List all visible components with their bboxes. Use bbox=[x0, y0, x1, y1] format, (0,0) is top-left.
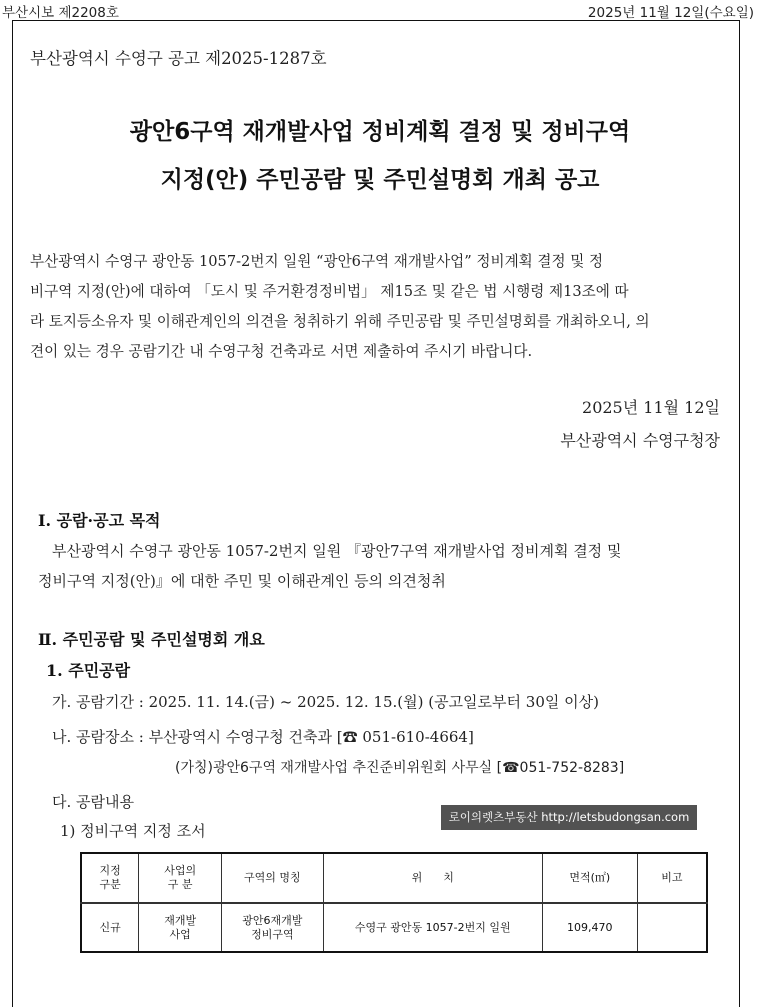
table-cell: 재개발 사업 bbox=[139, 903, 222, 952]
district-designation-label: 1) 정비구역 지정 조서 bbox=[60, 822, 206, 840]
notice-date: 2025년 11월 12일 bbox=[582, 398, 720, 417]
section-2-heading: Ⅱ. 주민공람 및 주민설명회 개요 bbox=[38, 630, 265, 649]
notice-number: 부산광역시 수영구 공고 제2025-1287호 bbox=[30, 49, 327, 68]
table-header-cell: 지정 구분 bbox=[81, 853, 139, 903]
title-line-2: 지정(안) 주민공람 및 주민설명회 개최 공고 bbox=[160, 167, 600, 193]
gazette-issue: 부산시보 제2208호 bbox=[2, 5, 119, 21]
table-header-cell: 사업의 구 분 bbox=[139, 853, 222, 903]
table-header-cell: 면적(㎡) bbox=[542, 853, 637, 903]
district-table bbox=[80, 852, 708, 953]
table-cell: 109,470 bbox=[542, 903, 637, 952]
table-cell bbox=[637, 903, 707, 952]
table-header-cell: 구역의 명칭 bbox=[222, 853, 324, 903]
watermark-banner: 로이의렛츠부동산 http://letsbudongsan.com bbox=[441, 805, 697, 830]
table-header-row bbox=[81, 853, 707, 903]
body-line: 부산광역시 수영구 광안동 1057-2번지 일원 “광안6구역 재개발사업” 정비계획 결정 및 정 bbox=[30, 253, 604, 270]
viewing-place: 나. 공람장소 : 부산광역시 수영구청 건축과 [☎ 051-610-4664] bbox=[52, 728, 474, 746]
notice-issuer: 부산광역시 수영구청장 bbox=[560, 431, 720, 450]
table-header-cell: 위 치 bbox=[323, 853, 542, 903]
notice-body bbox=[30, 247, 735, 367]
title-line-1: 광안6구역 재개발사업 정비계획 결정 및 정비구역 bbox=[129, 119, 631, 145]
section-1-heading: Ⅰ. 공람·공고 목적 bbox=[38, 511, 161, 530]
section-1-line-2: 정비구역 지정(안)』에 대한 주민 및 이해관계인 등의 의견청취 bbox=[38, 572, 446, 590]
viewing-place-2: (가칭)광안6구역 재개발사업 추진준비위원회 사무실 [☎051-752-8283] bbox=[175, 760, 625, 776]
table-cell: 신규 bbox=[81, 903, 139, 952]
gazette-date: 2025년 11월 12일(수요일) bbox=[587, 5, 754, 21]
gazette-header bbox=[0, 0, 760, 20]
body-line: 견이 있는 경우 공람기간 내 수영구청 건축과로 서면 제출하여 주시기 바랍니다. bbox=[30, 343, 533, 360]
body-line: 비구역 지정(안)에 대하여 「도시 및 주거환경정비법」 제15조 및 같은 법 시행령 제13조에 따 bbox=[30, 283, 629, 300]
table-cell: 광안6재개발 정비구역 bbox=[222, 903, 324, 952]
section-2-sub-1: 1. 주민공람 bbox=[46, 661, 131, 680]
section-1-line-1: 부산광역시 수영구 광안동 1057-2번지 일원 『광안7구역 재개발사업 정비계획 결정 및 bbox=[52, 542, 622, 560]
table-cell: 수영구 광안동 1057-2번지 일원 bbox=[323, 903, 542, 952]
table-row bbox=[81, 903, 707, 952]
table-header-cell: 비고 bbox=[637, 853, 707, 903]
body-line: 라 토지등소유자 및 이해관계인의 의견을 청취하기 위해 주민공람 및 주민설명회를 개최하오니, 의 bbox=[30, 313, 650, 330]
viewing-contents: 다. 공람내용 bbox=[52, 793, 134, 811]
viewing-period: 가. 공람기간 : 2025. 11. 14.(금) ~ 2025. 12. 15.(월) (공고일로부터 30일 이상) bbox=[52, 693, 599, 711]
